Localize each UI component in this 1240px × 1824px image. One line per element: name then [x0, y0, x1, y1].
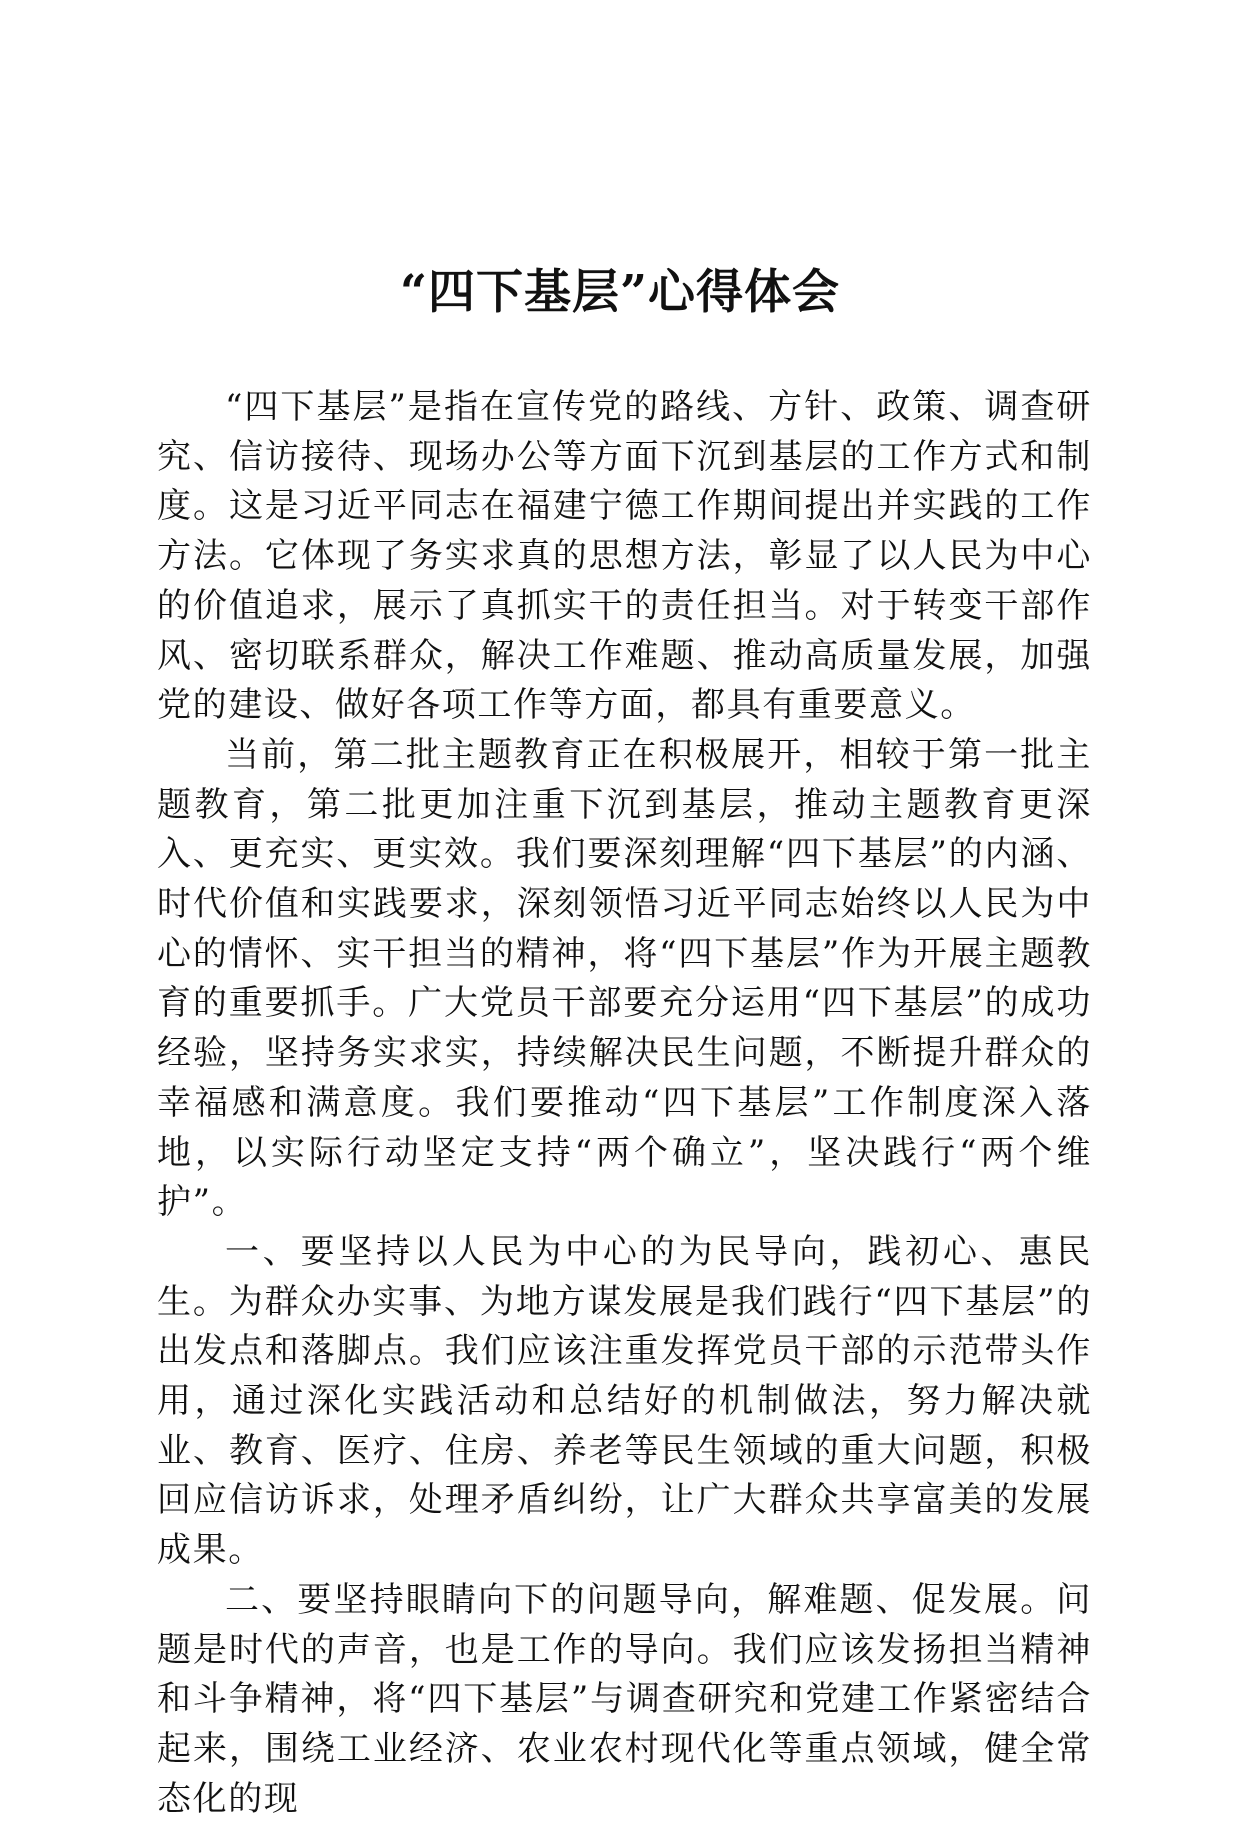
document-body	[157, 383, 1092, 1824]
paragraph-point-one: 一、要坚持以人民为中心的为民导向，践初心、惠民生。为群众办实事、为地方谋发展是我们践行“四下基层”的出发点和落脚点。我们应该注重发挥党员干部的示范带头作用，通过深化实践活动和总结好的机制做法，努力解决就业、教育、医疗、住房、养老等民生领域的重大问题，积极回应信访诉求，处理矛盾纠纷，让广大群众共享富美的发展成果。	[157, 1231, 1092, 1571]
paragraph-context: 当前，第二批主题教育正在积极展开，相较于第一批主题教育，第二批更加注重下沉到基层，推动主题教育更深入、更充实、更实效。我们要深刻理解“四下基层”的内涵、时代价值和实践要求，深刻领悟习近平同志始终以人民为中心的情怀、实干担当的精神，将“四下基层”作为开展主题教育的重要抓手。广大党员干部要充分运用“四下基层”的成功经验，坚持务实求实，持续解决民生问题，不断提升群众的幸福感和满意度。我们要推动“四下基层”工作制度深入落地，以实际行动坚定支持“两个确立”，坚决践行“两个维护”。	[157, 734, 1092, 1223]
paragraph-point-two: 二、要坚持眼睛向下的问题导向，解难题、促发展。问题是时代的声音，也是工作的导向。我们应该发扬担当精神和斗争精神，将“四下基层”与调查研究和党建工作紧密结合起来，围绕工业经济、农业农村现代化等重点领域，健全常态化的现	[157, 1579, 1092, 1819]
document-title: “四下基层”心得体会	[399, 265, 841, 320]
paragraph-intro: “四下基层”是指在宣传党的路线、方针、政策、调查研究、信访接待、现场办公等方面下沉到基层的工作方式和制度。这是习近平同志在福建宁德工作期间提出并实践的工作方法。它体现了务实求真的思想方法，彰显了以人民为中心的价值追求，展示了真抓实干的责任担当。对于转变干部作风、密切联系群众，解决工作难题、推动高质量发展，加强党的建设、做好各项工作等方面，都具有重要意义。	[157, 387, 1092, 726]
